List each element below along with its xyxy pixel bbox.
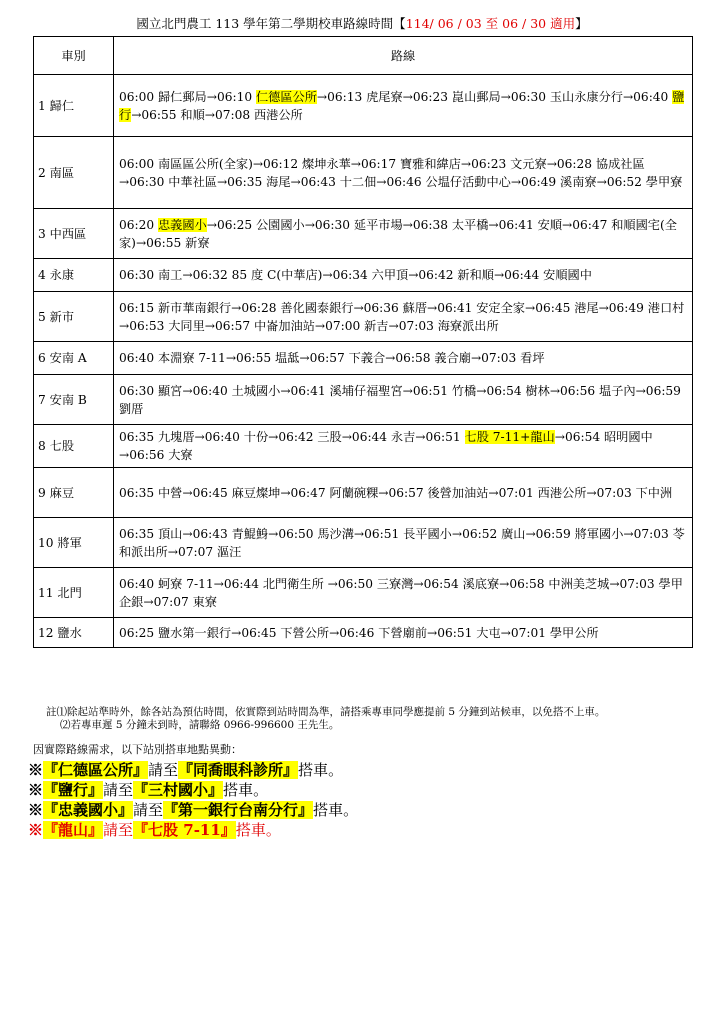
new-stop: 『三村國小』	[133, 781, 224, 799]
car-cell: 10 將軍	[34, 518, 114, 568]
car-cell: 9 麻豆	[34, 468, 114, 518]
highlighted-stop: 忠義國小	[158, 217, 207, 232]
car-cell: 5 新市	[34, 292, 114, 342]
change-suffix: 搭車。	[298, 761, 344, 779]
title-main: 國立北門農工 113 學年第二學期校車路線時間【	[136, 16, 406, 31]
stop-change-item	[28, 760, 358, 780]
change-intro: 因實際路線需求，以下站別搭車地點異動：	[33, 743, 242, 756]
table-row	[34, 468, 693, 518]
page-title	[0, 14, 724, 32]
car-cell: 12 鹽水	[34, 618, 114, 648]
car-cell: 4 永康	[34, 259, 114, 292]
route-text: 06:30 南工→06:32 85 度 C(中華店)→06:34 六甲頂→06:42 新和順→06:44 安順國中	[119, 268, 592, 282]
notes	[46, 706, 605, 732]
table-row	[34, 425, 693, 468]
route-text: 06:00 歸仁郵局→06:10	[119, 89, 256, 104]
route-cell	[114, 618, 693, 648]
highlighted-stop: 鹽行	[119, 89, 685, 122]
highlighted-stop: 仁德區公所	[255, 89, 317, 104]
route-text: 06:35 頂山→06:43 青鯤鯓→06:50 馬沙溝→06:51 長平國小→06:52 廣山→06:59 將軍國小→07:03 苓和派出所→07:07 漚汪	[119, 526, 685, 559]
route-cell	[114, 292, 693, 342]
route-text: →06:13 虎尾寮→06:23 崑山郵局→06:30 玉山永康分行→06:40	[316, 89, 673, 104]
route-cell	[114, 259, 693, 292]
route-text: →06:54 昭明國中→06:56 大寮	[119, 430, 653, 462]
original-stop: 『仁德區公所』	[43, 761, 149, 779]
route-text: 06:40 蚵寮 7-11→06:44 北門衛生所 →06:50 三寮灣→06:54 溪底寮→06:58 中洲美芝城→07:03 學甲企銀→07:07 東寮	[119, 576, 683, 609]
change-suffix: 搭車。	[235, 821, 281, 839]
table-row	[34, 259, 693, 292]
table-row	[34, 375, 693, 425]
note-2: ⑵若專車遲 5 分鐘未到時，請聯絡 0966-996600 王先生。	[60, 719, 340, 731]
route-text: 06:00 南區區公所(全家)→06:12 燦坤永華→06:17 寶雅和緯店→06:23 文元寮→06:28 協成社區→06:30 中華社區→06:35 海尾→06:43 十二佃→06:46 公塭仔活動中心→06:49 溪南寮→06:52 學甲寮	[119, 156, 683, 189]
stop-change-list	[28, 760, 358, 840]
route-cell	[114, 342, 693, 375]
table-row	[34, 209, 693, 259]
car-cell: 2 南區	[34, 137, 114, 209]
car-cell: 8 七股	[34, 425, 114, 468]
route-text: 06:30 顯宮→06:40 土城國小→06:41 溪埔仔福聖宮→06:51 竹橋→06:54 樹林→06:56 塭子內→06:59 劉厝	[119, 383, 681, 416]
header-car: 車別	[34, 37, 114, 75]
original-stop: 『忠義國小』	[43, 801, 134, 819]
route-text: 06:25 鹽水第一銀行→06:45 下營公所→06:46 下營廟前→06:51 大屯→07:01 學甲公所	[119, 625, 599, 640]
original-stop: 『龍山』	[43, 821, 104, 839]
header-route: 路線	[114, 37, 693, 75]
route-cell	[114, 375, 693, 425]
change-connector: 請至	[148, 761, 179, 779]
table-header-row	[34, 37, 693, 75]
route-cell	[114, 568, 693, 618]
route-table-body	[34, 75, 693, 648]
car-cell: 1 歸仁	[34, 75, 114, 137]
new-stop: 『第一銀行台南分行』	[163, 801, 314, 819]
new-stop: 『七股 7-11』	[133, 821, 236, 839]
route-text: 06:40 本淵寮 7-11→06:55 塭䑛→06:57 下義合→06:58 義合廟→07:03 看坪	[119, 351, 545, 365]
note-1: 註⑴除起站準時外，餘各站為預估時間，依實際到站時間為準，請搭乘專車同學應提前 5 分鐘到站候車，以免搭不上車。	[46, 706, 606, 718]
change-suffix: 搭車。	[313, 801, 359, 819]
route-text: 06:15 新市華南銀行→06:28 善化國泰銀行→06:36 蘇厝→06:41 安定全家→06:45 港尾→06:49 港口村→06:53 大同里→06:57 中崙加油站→07:00 新吉→07:03 海寮派出所	[119, 300, 685, 333]
title-date-range: 114/ 06 / 03 至 06 / 30 適用	[405, 16, 576, 31]
change-mark: ※	[28, 781, 44, 799]
car-cell: 3 中西區	[34, 209, 114, 259]
route-text: 06:35 九塊厝→06:40 十份→06:42 三股→06:44 永吉→06:51	[119, 430, 465, 444]
table-row	[34, 518, 693, 568]
table-row	[34, 137, 693, 209]
car-cell: 6 安南 A	[34, 342, 114, 375]
highlighted-stop: 七股 7-11+龍山	[464, 430, 555, 444]
route-cell	[114, 137, 693, 209]
route-cell	[114, 468, 693, 518]
car-cell: 11 北門	[34, 568, 114, 618]
title-end: 】	[575, 16, 588, 31]
change-mark: ※	[28, 821, 44, 839]
table-row	[34, 75, 693, 137]
stop-change-item	[28, 820, 358, 840]
change-connector: 請至	[103, 821, 134, 839]
change-suffix: 搭車。	[223, 781, 269, 799]
route-text: 06:35 中營→06:45 麻豆燦坤→06:47 阿蘭碗粿→06:57 後營加油站→07:01 西港公所→07:03 下中洲	[119, 485, 673, 500]
stop-change-item	[28, 780, 358, 800]
route-text: →06:25 公園國小→06:30 延平市場→06:38 太平橋→06:41 安順→06:47 和順國宅(全家)→06:55 新寮	[119, 217, 677, 250]
table-row	[34, 568, 693, 618]
route-cell	[114, 75, 693, 137]
change-connector: 請至	[103, 781, 134, 799]
route-text: 06:20	[119, 217, 158, 232]
route-cell	[114, 209, 693, 259]
route-cell	[114, 518, 693, 568]
route-table	[33, 36, 693, 648]
table-row	[34, 292, 693, 342]
table-row	[34, 342, 693, 375]
route-cell	[114, 425, 693, 468]
car-cell: 7 安南 B	[34, 375, 114, 425]
table-row	[34, 618, 693, 648]
original-stop: 『鹽行』	[43, 781, 104, 799]
change-mark: ※	[28, 761, 44, 779]
change-mark: ※	[28, 801, 44, 819]
new-stop: 『同喬眼科診所』	[178, 761, 299, 779]
change-connector: 請至	[133, 801, 164, 819]
stop-change-item	[28, 800, 358, 820]
route-text: →06:55 和順→07:08 西港公所	[131, 107, 303, 122]
